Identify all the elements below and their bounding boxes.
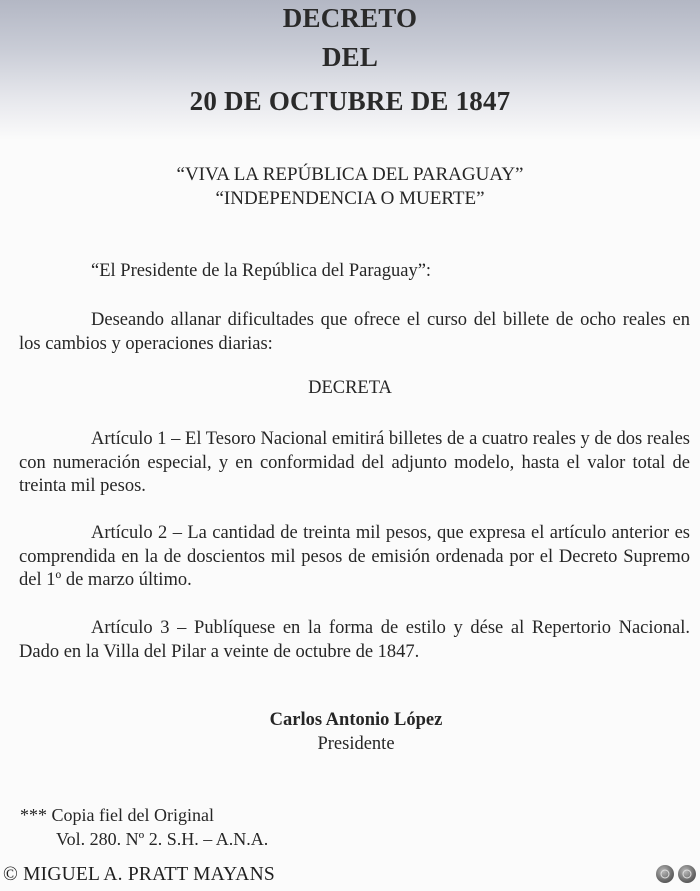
motto-independencia: “INDEPENDENCIA O MUERTE” [215, 188, 485, 209]
circle-badge-icon [678, 865, 696, 883]
article-1: Artículo 1 – El Tesoro Nacional emitirá billetes de a cuatro reales y de dos reales con numeración especial, y en conformidad del adjunto modelo, hasta el valor total de treinta mil pesos. [19, 429, 690, 496]
decree-title-line-2: DEL [321, 42, 379, 72]
president-intro: “El Presidente de la República del Paraguay”: [91, 261, 432, 281]
signer-name: Carlos Antonio López [269, 710, 443, 730]
decreta-heading: DECRETA [308, 378, 392, 398]
preamble-paragraph: Deseando allanar dificultades que ofrece el curso del billete de ocho reales en los cambios y operaciones diarias: [19, 310, 690, 354]
article-3: Artículo 3 – Publíquese en la forma de estilo y dése al Repertorio Nacional. Dado en la Villa del Pilar a veinte de octubre de 1847. [19, 618, 690, 662]
footer-badges [656, 865, 696, 883]
circle-badge-icon [656, 865, 674, 883]
motto-viva-republica: “VIVA LA REPÚBLICA DEL PARAGUAY” [176, 164, 524, 185]
signer-title: Presidente [317, 734, 395, 754]
footnote-copy-note: *** Copia fiel del Original [20, 805, 214, 825]
copyright-notice: © MIGUEL A. PRATT MAYANS [3, 864, 275, 885]
footnote-archive-reference: Vol. 280. Nº 2. S.H. – A.N.A. [56, 829, 269, 849]
decree-title-line-1: DECRETO [282, 3, 418, 33]
article-2: Artículo 2 – La cantidad de treinta mil pesos, que expresa el artículo anterior es comprendida en la de doscientos mil pesos de emisión ordenada por el Decreto Supremo del 1º de marzo último. [19, 523, 690, 590]
decree-date-title: 20 DE OCTUBRE DE 1847 [189, 86, 511, 116]
